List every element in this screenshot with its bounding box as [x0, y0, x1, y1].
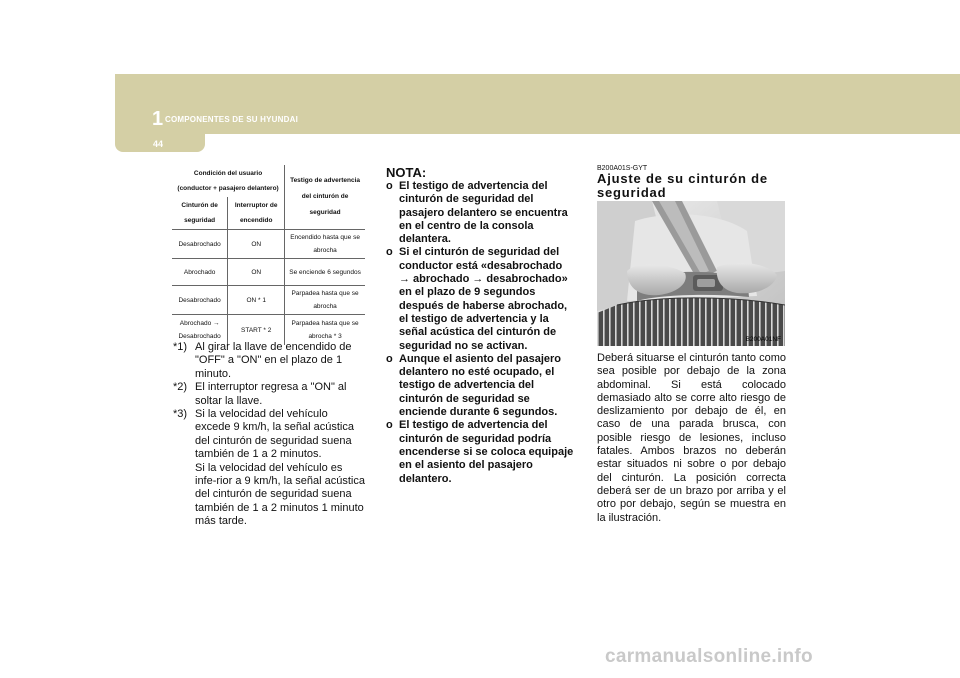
row-ignition: ON * 1 — [246, 296, 266, 304]
row-warning: abrocha * 3 — [308, 333, 342, 340]
illustration-code: B200A01NF — [745, 336, 781, 343]
col3-header-line: Testigo de advertencia — [290, 177, 361, 184]
table-col1-header — [172, 197, 228, 230]
row-warning: Encendido hasta que se — [290, 234, 360, 241]
chapter-title: COMPONENTES DE SU HYUNDAI — [165, 115, 299, 124]
footnotes — [173, 341, 365, 529]
row-warning: Parpadea hasta que se — [291, 320, 359, 327]
table-col2-header — [228, 197, 285, 230]
col3-header-line: del cinturón de — [301, 193, 349, 200]
footnote-mark: *2) — [173, 381, 188, 394]
bullet: o — [386, 352, 393, 365]
nota-item — [386, 180, 574, 246]
col1-header-line: Cinturón de — [181, 202, 218, 209]
col2-header-line: encendido — [239, 217, 273, 224]
row-condition: Desabrochado — [178, 296, 221, 304]
nota-item — [386, 246, 574, 352]
row-warning: Se enciende 6 segundos — [289, 268, 361, 276]
group-header-line: (conductor + pasajero delantero) — [177, 185, 279, 192]
footnote-text: Si la velocidad del vehículo excede 9 km/h, la señal acústica del cinturón de seguridad suena también de 1 a 2 minutos. — [195, 408, 354, 461]
row-condition: Desabrochado — [178, 333, 221, 340]
footnote — [173, 381, 365, 408]
chapter-number: 1 — [152, 108, 164, 130]
section-body: Deberá situarse el cinturón tanto como sea posible por debajo de la zona abdominal. Si está colocado demasiado alto se corre alto riesgo de deslizamiento por debajo de él, en caso de una parada brusca, con posible riesgo de lesiones, incluso fatales. Ambos brazos no deberán estar situados ni sobre o por debajo del cinturón. La posición correcta deberá ser de un brazo por arriba y el otro por debajo, según se muestra en la ilustración. — [597, 352, 786, 524]
nota-text: El testigo de advertencia del cinturón de seguridad del pasajero delantero se encuentra en el centro de la consola delantera. — [399, 180, 568, 246]
nota-text: El testigo de advertencia del cinturón de seguridad podría encenderse si se coloca equipaje en el asiento del pasajero delantero. — [399, 419, 574, 485]
bullet: o — [386, 246, 393, 259]
footnote-text: Si la velocidad del vehículo es infe-rior a 9 km/h, la señal acústica del cinturón de seguridad suena también de 1 a 2 minutos 1 minuto más tarde. — [195, 461, 365, 528]
nota-title: NOTA: — [386, 165, 427, 180]
footnote-text: Al girar la llave de encendido de "OFF" a "ON" en el plazo de 1 minuto. — [195, 341, 352, 380]
table-row — [172, 230, 365, 259]
table-row — [172, 259, 365, 286]
row-ignition: ON — [251, 268, 262, 276]
bullet: o — [386, 419, 393, 432]
col3-header-line: seguridad — [309, 209, 341, 216]
table-group-header — [172, 165, 285, 197]
section-title: Ajuste de su cinturón de seguridad — [597, 171, 768, 200]
col1-header-line: seguridad — [184, 217, 216, 224]
row-ignition: ON — [251, 240, 262, 248]
page-number: 44 — [153, 139, 164, 149]
row-warning: abrocha — [313, 247, 337, 254]
row-condition: Abrochado — [183, 268, 216, 276]
bullet: o — [386, 180, 393, 192]
footnote — [173, 408, 365, 529]
nota-item — [386, 419, 574, 485]
footnote-text: El interruptor regresa a "ON" al soltar la llave. — [195, 381, 347, 407]
row-ignition: START * 2 — [241, 326, 272, 334]
table-row — [172, 286, 365, 315]
seatbelt-status-table — [172, 165, 365, 345]
watermark: carmanualsonline.info — [605, 646, 813, 667]
nota-list — [386, 180, 574, 486]
row-condition: Desabrochado — [178, 240, 221, 248]
col2-header-line: Interruptor de — [234, 202, 278, 209]
table-col3-header — [285, 165, 365, 230]
nota-item — [386, 353, 574, 419]
nota-text: Aunque el asiento del pasajero delantero no esté ocupado, el testigo de advertencia del cinturón de seguridad se enciende durante 6 segundos. — [399, 352, 561, 419]
nota-text: Si el cinturón de seguridad del conductor está «desabrochado → abrochado → desabrochado» en el plazo de 9 segundos después de haberse abrochado, el testigo de advertencia y la señal acústica del cinturón de seguridad no se activan. — [399, 246, 568, 352]
footnote — [173, 341, 365, 381]
seatbelt-drawing — [597, 201, 785, 346]
section-code: B200A01S-GYT — [597, 165, 648, 172]
row-warning: abrocha — [313, 303, 337, 310]
header-band — [115, 74, 960, 134]
row-warning: Parpadea hasta que se — [291, 290, 359, 297]
group-header-line: Condición del usuario — [193, 170, 263, 177]
row-condition: Abrochado → — [179, 320, 220, 327]
footnote-mark: *1) — [173, 341, 188, 353]
footnote-mark: *3) — [173, 408, 188, 421]
seatbelt-illustration — [597, 201, 785, 346]
